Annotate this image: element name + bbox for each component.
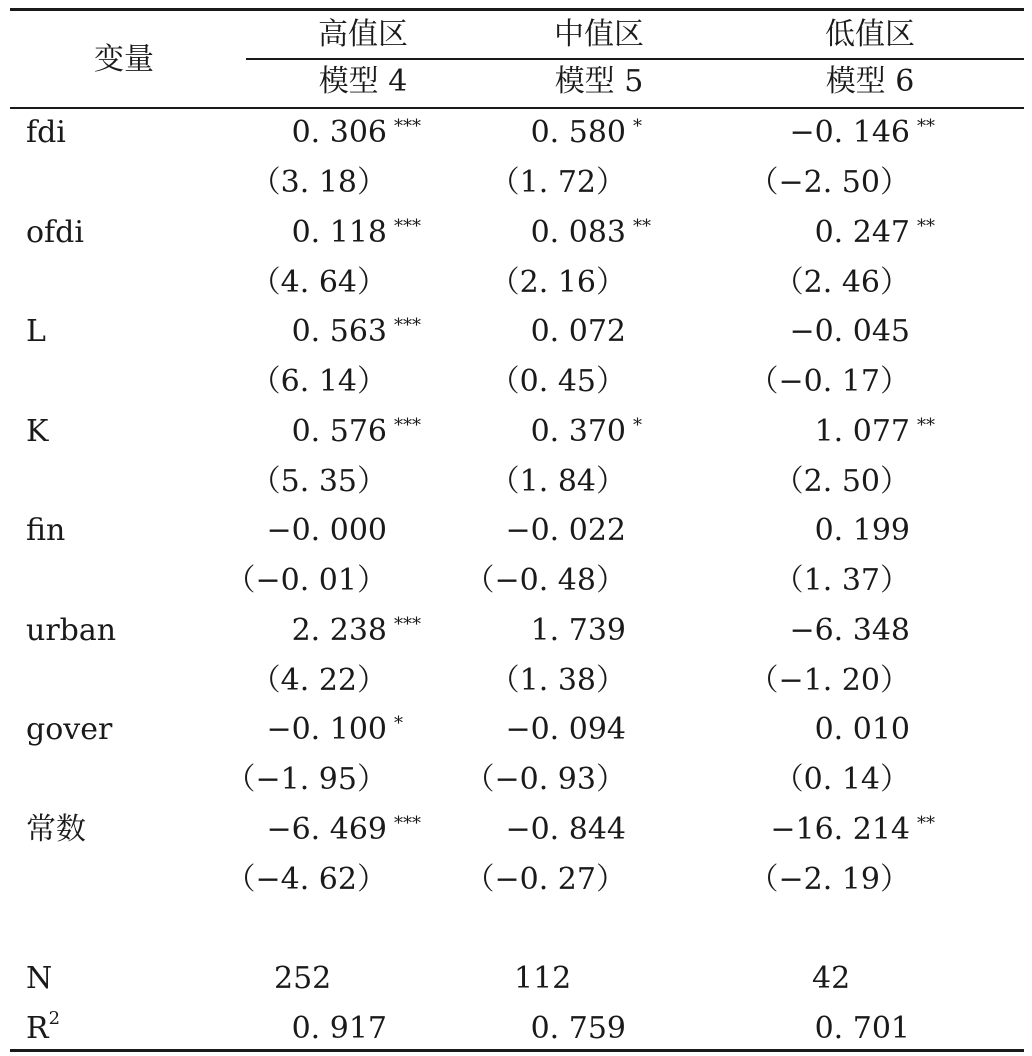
significance-stars: * bbox=[633, 415, 642, 436]
t-statistic: （−0. 93） bbox=[464, 762, 626, 797]
t-statistic: （1. 84） bbox=[489, 464, 626, 499]
top-rule bbox=[10, 8, 1024, 11]
coef-value: 0. 010 bbox=[814, 712, 910, 747]
coef-value: −0. 146 bbox=[789, 115, 910, 150]
row-label: fdi bbox=[26, 115, 66, 150]
model-header-2: 模型 5 bbox=[554, 64, 644, 99]
r2-value-2: 0. 759 bbox=[530, 1011, 626, 1046]
n-label: N bbox=[26, 961, 53, 996]
t-statistic: （3. 18） bbox=[250, 165, 387, 200]
header-bottom-rule bbox=[10, 107, 1024, 109]
significance-stars: *** bbox=[394, 216, 421, 237]
t-statistic: （−1. 95） bbox=[225, 762, 387, 797]
group-header-3: 低值区 bbox=[825, 17, 915, 52]
significance-stars: *** bbox=[394, 116, 421, 137]
n-value-3: 42 bbox=[812, 961, 851, 996]
coef-value: 1. 739 bbox=[530, 613, 626, 648]
r2-value-3: 0. 701 bbox=[814, 1011, 910, 1046]
t-statistic: （−0. 48） bbox=[464, 563, 626, 598]
t-statistic: （−2. 19） bbox=[748, 862, 910, 897]
group-header-1: 高值区 bbox=[318, 17, 408, 52]
n-value-1: 252 bbox=[274, 961, 332, 996]
t-statistic: （1. 38） bbox=[489, 663, 626, 698]
t-statistic: （−0. 27） bbox=[464, 862, 626, 897]
row-label: L bbox=[26, 314, 46, 349]
coef-value: 0. 576 bbox=[291, 414, 387, 449]
coef-value: 0. 072 bbox=[530, 314, 626, 349]
header-group-rule bbox=[246, 58, 1024, 60]
coef-value: 2. 238 bbox=[291, 613, 387, 648]
coef-value: 0. 370 bbox=[530, 414, 626, 449]
row-label: K bbox=[26, 414, 49, 449]
coef-value: 0. 118 bbox=[291, 215, 387, 250]
t-statistic: （6. 14） bbox=[250, 364, 387, 399]
coef-value: −0. 844 bbox=[505, 812, 626, 847]
coef-value: −0. 094 bbox=[505, 712, 626, 747]
t-statistic: （2. 16） bbox=[489, 265, 626, 300]
coef-value: −0. 022 bbox=[505, 513, 626, 548]
t-statistic: （0. 45） bbox=[489, 364, 626, 399]
coef-value: 1. 077 bbox=[814, 414, 910, 449]
significance-stars: *** bbox=[394, 813, 421, 834]
significance-stars: *** bbox=[394, 415, 421, 436]
coef-value: −0. 000 bbox=[266, 513, 387, 548]
t-statistic: （0. 14） bbox=[773, 762, 910, 797]
row-label: 常数 bbox=[26, 812, 86, 847]
t-statistic: （1. 72） bbox=[489, 165, 626, 200]
r2-label-base: R bbox=[26, 1011, 49, 1046]
t-statistic: （−0. 01） bbox=[225, 563, 387, 598]
row-label: gover bbox=[26, 712, 113, 747]
n-value-2: 112 bbox=[514, 961, 572, 996]
t-statistic: （5. 35） bbox=[250, 464, 387, 499]
r2-label bbox=[26, 1008, 61, 1047]
significance-stars: * bbox=[633, 116, 642, 137]
significance-stars: *** bbox=[394, 315, 421, 336]
coef-value: 0. 580 bbox=[530, 115, 626, 150]
significance-stars: ** bbox=[633, 216, 651, 237]
t-statistic: （2. 46） bbox=[773, 265, 910, 300]
significance-stars: *** bbox=[394, 614, 421, 635]
coef-value: 0. 199 bbox=[814, 513, 910, 548]
coef-value: −16. 214 bbox=[770, 812, 910, 847]
row-label: fin bbox=[26, 513, 66, 548]
t-statistic: （−4. 62） bbox=[225, 862, 387, 897]
t-statistic: （−1. 20） bbox=[748, 663, 910, 698]
row-label: ofdi bbox=[26, 215, 84, 250]
t-statistic: （4. 22） bbox=[250, 663, 387, 698]
coef-value: −6. 469 bbox=[266, 812, 387, 847]
t-statistic: （2. 50） bbox=[773, 464, 910, 499]
coef-value: −0. 045 bbox=[789, 314, 910, 349]
coef-value: 0. 083 bbox=[530, 215, 626, 250]
t-statistic: （1. 37） bbox=[773, 563, 910, 598]
variable-header: 变量 bbox=[94, 42, 154, 77]
significance-stars: ** bbox=[917, 813, 935, 834]
significance-stars: ** bbox=[917, 216, 935, 237]
model-header-3: 模型 6 bbox=[825, 64, 915, 99]
coef-value: −6. 348 bbox=[789, 613, 910, 648]
model-header-1: 模型 4 bbox=[318, 64, 408, 99]
group-header-2: 中值区 bbox=[554, 17, 644, 52]
row-label: urban bbox=[26, 613, 117, 648]
t-statistic: （−0. 17） bbox=[748, 364, 910, 399]
coef-value: 0. 247 bbox=[814, 215, 910, 250]
coef-value: 0. 306 bbox=[291, 115, 387, 150]
coef-value: 0. 563 bbox=[291, 314, 387, 349]
t-statistic: （4. 64） bbox=[250, 265, 387, 300]
significance-stars: ** bbox=[917, 415, 935, 436]
coef-value: −0. 100 bbox=[266, 712, 387, 747]
t-statistic: （−2. 50） bbox=[748, 165, 910, 200]
bottom-rule bbox=[10, 1049, 1024, 1052]
r2-value-1: 0. 917 bbox=[291, 1011, 387, 1046]
significance-stars: * bbox=[394, 713, 403, 734]
significance-stars: ** bbox=[917, 116, 935, 137]
r2-label-superscript: 2 bbox=[48, 1008, 61, 1029]
